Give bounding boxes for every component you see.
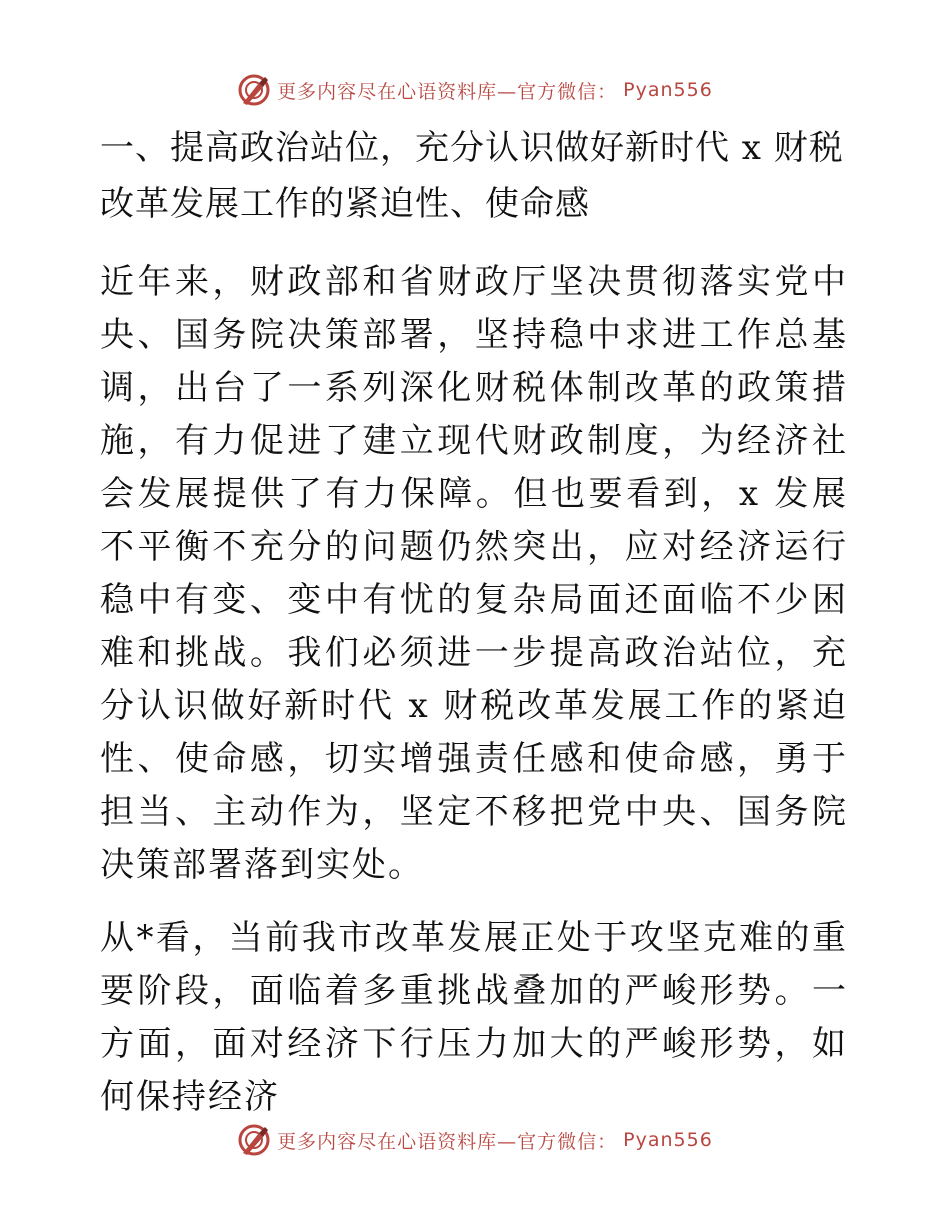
pen-logo-icon [237,73,271,107]
paragraph-2: 从*看，当前我市改革发展正处于攻坚克难的重要阶段，面临着多重挑战叠加的严峻形势。一方面，面对经济下行压力加大的严峻形势，如何保持经济 [100,918,848,1117]
header-watermark-banner [0,70,950,110]
wechat-id: Pyan556 [623,1129,713,1151]
paragraph-1: 近年来，财政部和省财政厅坚决贯彻落实党中央、国务院决策部署，坚持稳中求进工作总基调，出台了一系列深化财税体制改革的政策措施，有力促进了建立现代财政制度，为经济社会发展提供了有力保障。但也要看到，x 发展不平衡不充分的问题仍然突出，应对经济运行稳中有变、变中有忧的复杂局面还面临不少困难和挑战。我们必须进一步提高政治站位，充分认识做好新时代 x 财税改革发展工作的紧迫性、使命感，切实增强责任感和使命感，勇于担当、主动作为，坚定不移把党中央、国务院决策部署落到实处。 [100,262,848,885]
pen-logo-icon [237,1123,271,1157]
watermark-text: 更多内容尽在心语资料库—官方微信： [277,1130,618,1153]
wechat-id: Pyan556 [623,79,713,101]
watermark-text: 更多内容尽在心语资料库—官方微信： [277,80,618,103]
footer-watermark-banner [0,1120,950,1160]
section-heading: 一、提高政治站位，充分认识做好新时代 x 财税改革发展工作的紧迫性、使命感 [100,128,844,224]
